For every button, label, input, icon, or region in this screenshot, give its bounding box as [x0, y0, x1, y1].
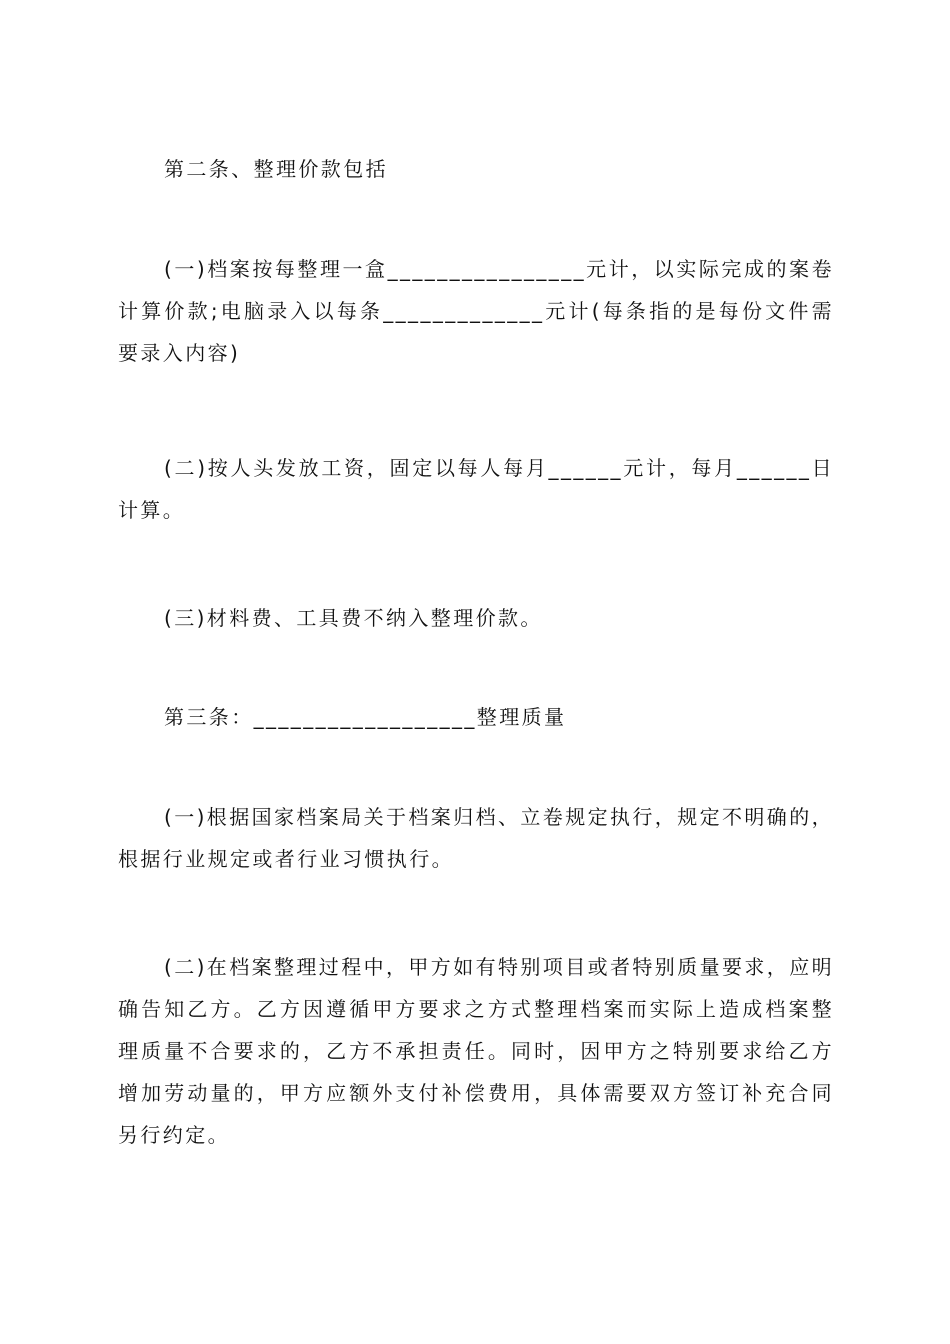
article-2-clause-2: (二)按人头发放工资，固定以每人每月______元计，每月______日计算。	[118, 456, 834, 522]
article-3-clause-2: (二)在档案整理过程中，甲方如有特别项目或者特别质量要求，应明确告知乙方。乙方因遵循甲方要求之方式整理档案而实际上造成档案整理质量不合要求的，乙方不承担责任。同时，因甲方之特别要求给乙方增加劳动量的，甲方应额外支付补偿费用，具体需要双方签订补充合同另行约定。	[118, 955, 835, 1147]
article-2-clause-1: (一)档案按每整理一盒________________元计，以实际完成的案卷计算价款;电脑录入以每条_____________元计(每条指的是每份文件需要录入内容)	[118, 257, 834, 365]
article-3-heading: 第三条：__________________整理质量	[164, 705, 567, 729]
article-3-clause-1: (一)根据国家档案局关于档案归档、立卷规定执行，规定不明确的，根据行业规定或者行业习惯执行。	[118, 805, 835, 871]
article-2-clause-3: (三)材料费、工具费不纳入整理价款。	[164, 606, 543, 630]
article-2-heading: 第二条、整理价款包括	[164, 157, 388, 181]
